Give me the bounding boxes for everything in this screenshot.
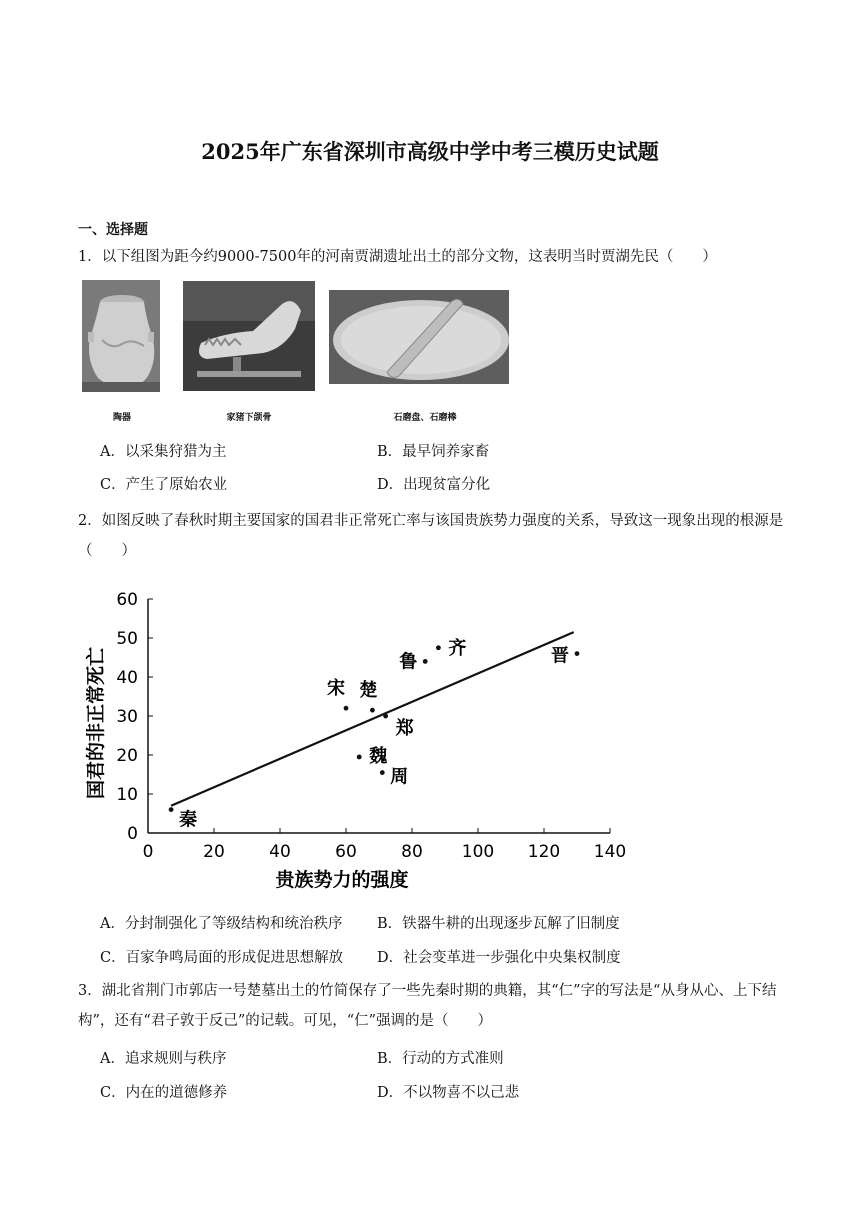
y-tick-label: 30	[116, 707, 138, 727]
point-label: 宋	[327, 678, 345, 700]
x-tick-label: 100	[461, 842, 495, 862]
question-1-option-c[interactable]: C．产生了原始农业	[100, 477, 228, 493]
data-point	[357, 755, 362, 760]
x-tick-label: 140	[593, 842, 627, 862]
point-label: 秦	[179, 809, 198, 831]
scatter-chart	[80, 585, 640, 895]
point-label: 楚	[359, 680, 378, 702]
section-heading: 一、选择题	[78, 222, 148, 238]
data-point	[436, 645, 441, 650]
y-tick-label: 0	[127, 824, 138, 844]
question-2-option-c[interactable]: C．百家争鸣局面的形成促进思想解放	[100, 950, 344, 966]
y-tick-label: 50	[116, 629, 138, 649]
question-3-option-d[interactable]: D．不以物喜不以己悲	[377, 1085, 520, 1101]
question-3-stem: 3．湖北省荆门市郭店一号楚墓出土的竹简保存了一些先秦时期的典籍，其“仁”字的写法是“从身从心、上下结构”，还有“君子敦于反己”的记载。可见，“仁”强调的是（ ）	[78, 983, 777, 1029]
data-point	[575, 651, 580, 656]
question-2-option-a[interactable]: A．分封制强化了等级结构和统治秩序	[100, 916, 343, 932]
question-3-option-a[interactable]: A．追求规则与秩序	[100, 1051, 227, 1067]
question-3-option-c[interactable]: C．内在的道德修养	[100, 1085, 228, 1101]
question-1-option-b[interactable]: B．最早饲养家畜	[377, 444, 490, 460]
question-1-stem: 1．以下组图为距今约9000-7500年的河南贾湖遗址出土的部分文物，这表明当时贾湖先民（ ）	[78, 249, 717, 265]
question-2-option-d[interactable]: D．社会变革进一步强化中央集权制度	[377, 950, 621, 966]
y-axis-title: 国君的非正常死亡	[85, 647, 107, 800]
x-tick-label: 60	[335, 842, 357, 862]
question-1-option-a[interactable]: A．以采集狩猎为主	[100, 444, 227, 460]
x-tick-label: 0	[142, 842, 154, 862]
x-axis-title: 贵族势力的强度	[275, 869, 409, 891]
caption-pottery: 陶器	[112, 413, 131, 423]
y-tick-label: 10	[116, 785, 138, 805]
data-point	[423, 659, 428, 664]
data-point	[344, 706, 349, 711]
point-label: 齐	[448, 637, 467, 659]
pig-jaw-photo	[183, 281, 315, 391]
point-label: 晋	[551, 645, 569, 667]
x-tick-label: 120	[527, 842, 561, 862]
x-tick-label: 40	[269, 842, 291, 862]
pottery-photo	[82, 280, 160, 392]
question-3-option-b[interactable]: B．行动的方式准则	[377, 1051, 504, 1067]
data-point	[380, 770, 385, 775]
x-tick-label: 20	[203, 842, 225, 862]
y-tick-label: 40	[116, 668, 138, 688]
point-label: 郑	[395, 718, 414, 739]
point-label: 魏	[369, 745, 388, 767]
question-2-stem: 2．如图反映了春秋时期主要国家的国君非正常死亡率与该国贵族势力强度的关系，导致这一现象出现的根源是（ ）	[78, 513, 784, 559]
caption-pig-jaw: 家猪下颌骨	[226, 413, 272, 423]
x-tick-label: 80	[401, 842, 423, 862]
caption-grinding-stone: 石磨盘、石磨棒	[393, 413, 457, 423]
data-point	[169, 807, 174, 812]
y-tick-label: 20	[116, 746, 138, 766]
grinding-stone-photo	[329, 290, 509, 384]
question-1-option-d[interactable]: D．出现贫富分化	[377, 477, 491, 493]
data-point	[370, 708, 375, 713]
question-2-option-b[interactable]: B．铁器牛耕的出现逐步瓦解了旧制度	[377, 916, 620, 932]
data-point	[383, 714, 388, 719]
point-label: 周	[390, 766, 409, 788]
point-label: 鲁	[399, 651, 418, 673]
trend-line	[171, 632, 574, 806]
y-tick-label: 60	[116, 590, 138, 610]
page-title: 2025年广东省深圳市高级中学中考三模历史试题	[201, 139, 659, 164]
